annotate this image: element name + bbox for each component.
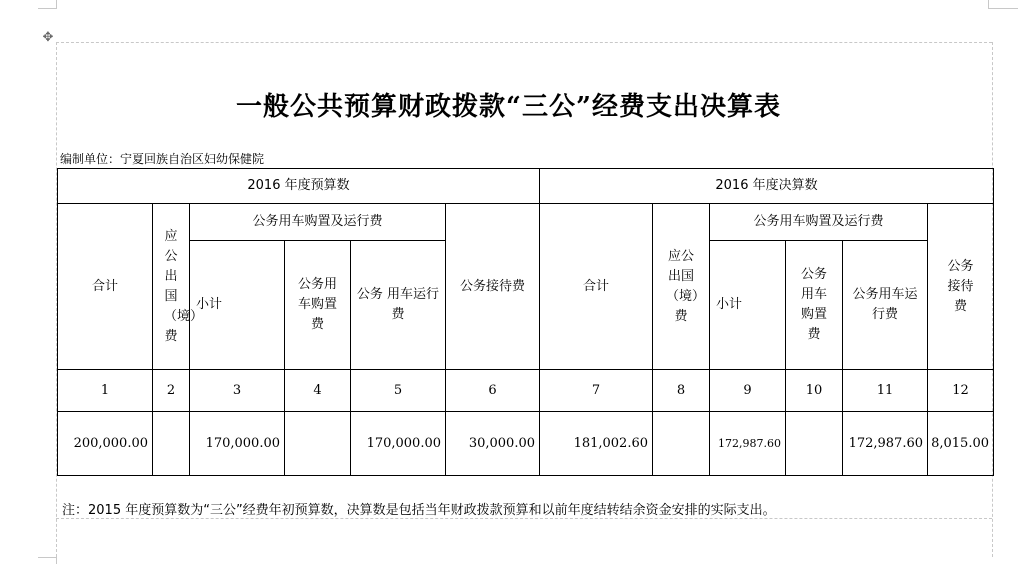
header-reception: 公务接待费	[446, 204, 540, 370]
crop-mark-top-left	[38, 0, 57, 9]
value-reception-final: 8,015.00	[928, 412, 994, 476]
header-vehicle-group: 公务用车购置及运行费	[190, 204, 446, 241]
table-row	[58, 412, 994, 476]
crop-mark-bottom-left	[38, 557, 57, 564]
unit-label: 编制单位：宁夏回族自治区妇幼保健院	[60, 152, 265, 166]
value-vehicle-purchase-final	[786, 412, 843, 476]
index-cell: 9	[710, 370, 786, 412]
header-total-final: 合计	[540, 204, 653, 370]
index-cell: 6	[446, 370, 540, 412]
index-cell: 4	[285, 370, 351, 412]
header-vehicle-operation: 公务 用车运行费	[351, 241, 446, 370]
header-vehicle-group-final: 公务用车购置及运行费	[710, 204, 928, 241]
value-vehicle-operation-budget: 170,000.00	[351, 412, 446, 476]
index-cell: 8	[653, 370, 710, 412]
header-subtotal-final: 小计	[710, 241, 786, 370]
value-abroad-budget	[153, 412, 190, 476]
page-title: 一般公共预算财政拨款“三公”经费支出决算表	[236, 92, 781, 122]
header-2016-budget: 2016 年度预算数	[58, 169, 540, 204]
header-abroad: 应公出国（境）费	[153, 204, 190, 370]
header-2016-final: 2016 年度决算数	[540, 169, 994, 204]
value-total-final: 181,002.60	[540, 412, 653, 476]
move-arrows-icon[interactable]: ✥	[42, 30, 54, 45]
header-total: 合计	[58, 204, 153, 370]
header-vehicle-purchase-final: 公务用车购置费	[786, 241, 843, 370]
header-reception-final: 公务接待费	[928, 204, 994, 370]
crop-mark-top-right	[988, 0, 1018, 9]
budget-table	[57, 168, 994, 476]
index-cell: 5	[351, 370, 446, 412]
header-abroad-final: 应公出国（境）费	[653, 204, 710, 370]
index-cell: 2	[153, 370, 190, 412]
index-cell: 12	[928, 370, 994, 412]
value-vehicle-purchase-budget	[285, 412, 351, 476]
value-reception-budget: 30,000.00	[446, 412, 540, 476]
table-row	[58, 370, 994, 412]
table-row	[58, 169, 994, 204]
index-cell: 1	[58, 370, 153, 412]
page-guide-top	[56, 42, 992, 43]
index-cell: 3	[190, 370, 285, 412]
header-vehicle-purchase: 公务用车购置费	[285, 241, 351, 370]
index-cell: 10	[786, 370, 843, 412]
value-subtotal-budget: 170,000.00	[190, 412, 285, 476]
header-vehicle-operation-final: 公务用车运行费	[843, 241, 928, 370]
value-subtotal-final: 172,987.60	[710, 412, 786, 476]
footnote: 注：2015 年度预算数为“三公”经费年初预算数，决算数是包括当年财政拨款预算和以前年度结转结余资金安排的实际支出。	[62, 503, 776, 518]
value-abroad-final	[653, 412, 710, 476]
value-vehicle-operation-final: 172,987.60	[843, 412, 928, 476]
index-cell: 7	[540, 370, 653, 412]
header-subtotal: 小计	[190, 241, 285, 370]
table-row	[58, 204, 994, 241]
page-guide-bottom	[56, 518, 992, 519]
index-cell: 11	[843, 370, 928, 412]
value-total-budget: 200,000.00	[58, 412, 153, 476]
